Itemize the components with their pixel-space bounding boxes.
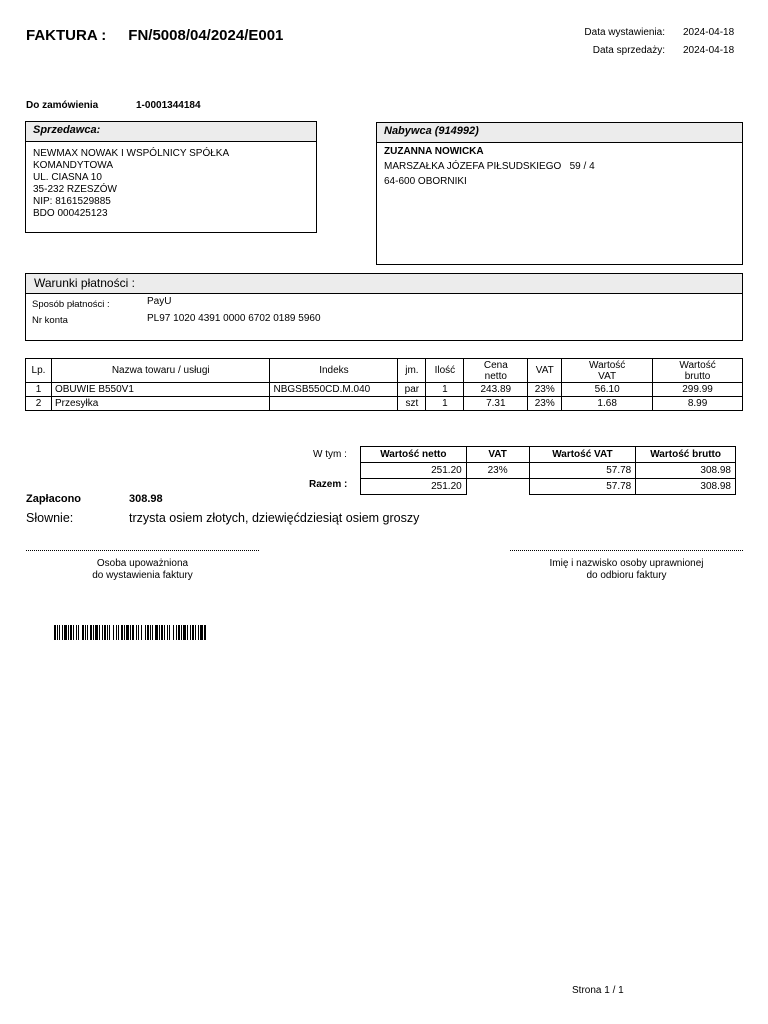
seller-line: 35-232 RZESZÓW bbox=[33, 184, 117, 195]
order-label: Do zamówienia bbox=[26, 100, 99, 111]
total-net: 251.20 bbox=[361, 479, 467, 495]
row-net-price: 243.89 bbox=[464, 383, 528, 397]
sum-col-gross: Wartość brutto bbox=[636, 447, 736, 463]
seller-line: NIP: 8161529885 bbox=[33, 196, 111, 207]
sum-gross: 308.98 bbox=[636, 463, 736, 479]
payment-method-label: Sposób płatności : bbox=[32, 299, 110, 310]
issue-date: 2024-04-18 bbox=[683, 27, 735, 38]
page-number: Strona 1 / 1 bbox=[572, 985, 624, 996]
total-label: Razem : bbox=[309, 479, 348, 490]
payment-heading: Warunki płatności : bbox=[26, 274, 742, 294]
issue-date-label: Data wystawienia: bbox=[584, 27, 665, 38]
row-unit: szt bbox=[398, 397, 426, 411]
sum-vat: 23% bbox=[466, 463, 529, 479]
signature-caption-right: Imię i nazwisko osoby uprawnionej do odbioru faktury bbox=[549, 558, 704, 581]
seller-line: BDO 000425123 bbox=[33, 208, 108, 219]
row-index: NBGSB550CD.M.040 bbox=[270, 383, 398, 397]
row-index bbox=[270, 397, 398, 411]
seller-details bbox=[26, 142, 316, 226]
col-lp: Lp. bbox=[26, 359, 52, 383]
row-vat: 23% bbox=[528, 383, 562, 397]
account-number: PL97 1020 4391 0000 6702 0189 5960 bbox=[147, 313, 321, 324]
barcode-image bbox=[54, 625, 308, 640]
amount-in-words: trzysta osiem złotych, dziewięćdziesiąt osiem groszy bbox=[129, 511, 420, 525]
title-label: FAKTURA : bbox=[26, 27, 107, 44]
table-row bbox=[26, 397, 743, 411]
row-vat-value: 56.10 bbox=[562, 383, 653, 397]
col-gross-value: Wartość brutto bbox=[653, 359, 743, 383]
sum-col-net: Wartość netto bbox=[361, 447, 467, 463]
buyer-box bbox=[376, 122, 743, 265]
seller-line: UL. CIASNA 10 bbox=[33, 172, 102, 183]
row-lp: 2 bbox=[26, 397, 52, 411]
in-that-label: W tym : bbox=[313, 449, 347, 460]
sum-col-vat: VAT bbox=[466, 447, 529, 463]
seller-heading: Sprzedawca: bbox=[26, 122, 316, 142]
signature-line-right bbox=[510, 550, 743, 551]
items-header-row bbox=[26, 359, 743, 383]
buyer-name: ZUZANNA NOWICKA bbox=[384, 146, 484, 157]
buyer-details bbox=[377, 143, 742, 195]
table-row bbox=[26, 383, 743, 397]
summary-table bbox=[360, 446, 736, 495]
invoice-number: FN/5008/04/2024/E001 bbox=[128, 27, 284, 44]
payment-box bbox=[25, 273, 743, 341]
col-qty: Ilość bbox=[426, 359, 464, 383]
buyer-heading: Nabywca (914992) bbox=[377, 123, 742, 143]
total-vat bbox=[466, 479, 529, 495]
col-unit: jm. bbox=[398, 359, 426, 383]
total-vat-value: 57.78 bbox=[529, 479, 636, 495]
sale-date: 2024-04-18 bbox=[683, 45, 735, 56]
row-name: Przesyłka bbox=[51, 397, 270, 411]
sum-col-vat-value: Wartość VAT bbox=[529, 447, 636, 463]
row-qty: 1 bbox=[426, 397, 464, 411]
col-vat-value: Wartość VAT bbox=[562, 359, 653, 383]
row-gross-value: 299.99 bbox=[653, 383, 743, 397]
buyer-street: MARSZAŁKA JÓZEFA PIŁSUDSKIEGO bbox=[384, 161, 562, 172]
seller-line: NEWMAX NOWAK I WSPÓLNICY SPÓŁKA bbox=[33, 148, 230, 159]
row-gross-value: 8.99 bbox=[653, 397, 743, 411]
row-vat-value: 1.68 bbox=[562, 397, 653, 411]
row-net-price: 7.31 bbox=[464, 397, 528, 411]
summary-vat-row bbox=[361, 463, 736, 479]
buyer-street-line bbox=[384, 159, 735, 174]
buyer-street-number: 59 / 4 bbox=[569, 161, 595, 172]
signature-caption-left: Osoba upoważniona do wystawienia faktury bbox=[92, 558, 193, 581]
seller-box bbox=[25, 121, 317, 233]
row-vat: 23% bbox=[528, 397, 562, 411]
invoice-title bbox=[26, 27, 283, 44]
row-name: OBUWIE B550V1 bbox=[51, 383, 270, 397]
paid-amount: 308.98 bbox=[129, 493, 163, 505]
summary-header-row bbox=[361, 447, 736, 463]
signature-line-left bbox=[26, 550, 259, 551]
row-unit: par bbox=[398, 383, 426, 397]
summary-total-row bbox=[361, 479, 736, 495]
col-vat: VAT bbox=[528, 359, 562, 383]
seller-line: KOMANDYTOWA bbox=[33, 160, 114, 171]
sum-vat-value: 57.78 bbox=[529, 463, 636, 479]
row-lp: 1 bbox=[26, 383, 52, 397]
account-label: Nr konta bbox=[32, 315, 68, 326]
total-gross: 308.98 bbox=[636, 479, 736, 495]
paid-label: Zapłacono bbox=[26, 493, 82, 505]
sum-net: 251.20 bbox=[361, 463, 467, 479]
order-number: 1-0001344184 bbox=[136, 100, 201, 111]
row-qty: 1 bbox=[426, 383, 464, 397]
words-label: Słownie: bbox=[26, 511, 74, 525]
col-net-price: Cena netto bbox=[464, 359, 528, 383]
payment-method: PayU bbox=[147, 296, 172, 307]
sale-date-label: Data sprzedaży: bbox=[592, 45, 665, 56]
items-table bbox=[25, 358, 743, 411]
col-index: Indeks bbox=[270, 359, 398, 383]
col-name: Nazwa towaru / usługi bbox=[51, 359, 270, 383]
buyer-city: 64-600 OBORNIKI bbox=[384, 176, 467, 187]
